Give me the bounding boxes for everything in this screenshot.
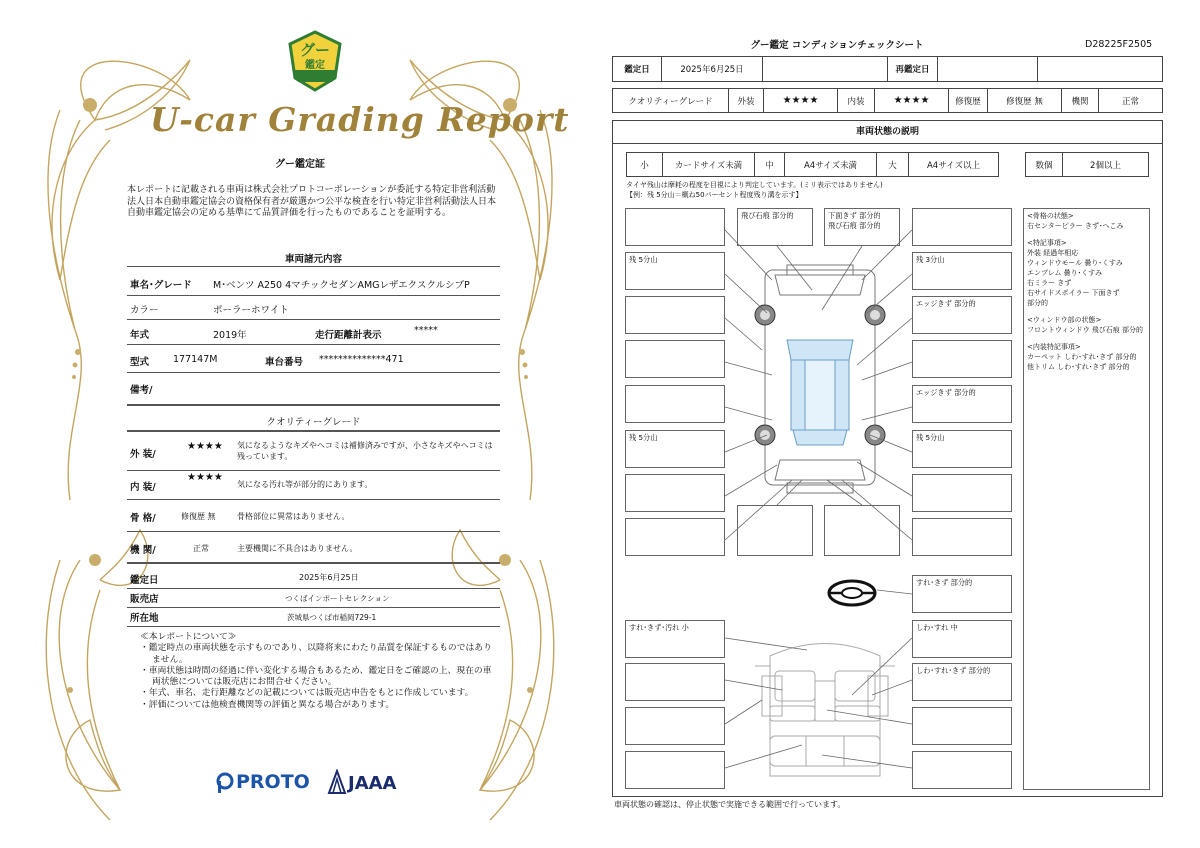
ext-box-l2: 残 5分山 bbox=[625, 252, 725, 290]
report-script-title: U-car Grading Report bbox=[150, 100, 570, 139]
section-title: 車両状態の説明 bbox=[612, 120, 1163, 144]
proto-logo-text: PROTO bbox=[236, 771, 310, 793]
exterior-stars: ★★★★ bbox=[187, 441, 223, 452]
int-stars-cell: ★★★★ bbox=[874, 88, 949, 113]
memo-line: 右センターピラー きず･へこみ bbox=[1027, 222, 1124, 230]
mileage-value: ***** bbox=[414, 325, 438, 336]
sheet-title: グー鑑定 コンディションチェックシート bbox=[750, 40, 924, 51]
ext-box-top2: 下面きず 部分的 飛び石痕 部分的 bbox=[824, 208, 900, 246]
ext-box-r3: エッジきず 部分的 bbox=[912, 296, 1012, 334]
repair-label-cell: 修復歴 bbox=[948, 88, 988, 113]
date-value-cell: 2025年6月25日 bbox=[661, 56, 763, 82]
size-large-desc: A4サイズ以上 bbox=[908, 152, 999, 177]
address-label: 所在地 bbox=[130, 613, 159, 624]
notes-title: ≪本レポートについて≫ bbox=[140, 632, 237, 642]
memo-line: <ウィンドウ部の状態> bbox=[1027, 316, 1102, 324]
date-label: 鑑定日 bbox=[130, 575, 159, 586]
int-label-cell: 内装 bbox=[837, 88, 875, 113]
frame-label: 骨 格/ bbox=[130, 513, 156, 524]
sheet-id: D28225F2505 bbox=[1085, 39, 1153, 50]
interior-leader-lines bbox=[612, 570, 1022, 795]
redate-value-cell bbox=[937, 56, 1038, 82]
ext-box-l6: 残 5分山 bbox=[625, 430, 725, 468]
shop-label: 販売店 bbox=[130, 594, 159, 605]
engine-value: 正常 bbox=[193, 544, 209, 553]
redate-label-cell: 再鑑定日 bbox=[887, 56, 938, 82]
name-label: 車名･グレード bbox=[130, 280, 192, 291]
exterior-leader-lines bbox=[612, 200, 1022, 570]
model-value: 177147M bbox=[173, 354, 218, 365]
certificate-title: グー鑑定証 bbox=[275, 159, 325, 170]
spec-section-title: 車両諸元内容 bbox=[284, 254, 342, 265]
note-item: ・鑑定時点の車両状態を示すものであり、以降将来にわたり品質を保証するものではありません。 bbox=[140, 643, 492, 665]
note-item: ・車両状態は時間の経過に伴い変化する場合もあるため、鑑定日をご確認の上、現在の車両状態については販売店にお問合せください。 bbox=[140, 665, 492, 688]
size-mid-desc: A4サイズ未満 bbox=[784, 152, 877, 177]
color-label: カラー bbox=[130, 305, 159, 316]
svg-text:グー: グー bbox=[299, 41, 331, 59]
engine-comment: 主要機関に不具合はありません。 bbox=[237, 544, 358, 553]
memo-line: ウィンドウモール 曇り･くすみ bbox=[1027, 259, 1123, 267]
interior-stars: ★★★★ bbox=[187, 472, 223, 483]
certificate-intro: 本レポートに記載される車両は株式会社プロトコーポレーションが委託する特定非営利活動法人日本自動車鑑定協会の資格保有者が厳選かつ公平な検査を行い特定非営利活動法人日本自動車鑑定協会の定める基準にて品質評価を行ったものであることを証明する。 bbox=[127, 185, 497, 218]
tire-note-2: 【例：残 5分山＝概ね50パーセント程度残り溝を示す】 bbox=[626, 191, 803, 199]
ext-stars-cell: ★★★★ bbox=[763, 88, 838, 113]
memo-text bbox=[1027, 211, 1143, 372]
int-box-steering: すれ･きず 部分的 bbox=[912, 575, 1012, 613]
year-value: 2019年 bbox=[213, 330, 247, 341]
memo-line: フロントウィンドウ 飛び石痕 部分的 bbox=[1027, 326, 1144, 334]
memo-line: 外装 経過年相応 bbox=[1027, 249, 1079, 257]
sheet-footer-note: 車両状態の確認は、停止状態で実施できる範囲で行っています。 bbox=[614, 800, 846, 809]
size-large-cell: 大 bbox=[876, 152, 909, 177]
shop-value: つくばインポートセレクション bbox=[285, 594, 390, 603]
address-value: 茨城県つくば市稲岡729-1 bbox=[287, 613, 377, 622]
memo-line: <内装特記事項> bbox=[1027, 343, 1081, 351]
date-label-cell: 鑑定日 bbox=[612, 56, 662, 82]
memo-line: <骨格の状態> bbox=[1027, 212, 1074, 220]
int-box-r1: しわ･すれ 中 bbox=[912, 620, 1012, 658]
blank-cell bbox=[762, 56, 888, 82]
exterior-label: 外 装/ bbox=[130, 449, 156, 460]
memo-line: 右ミラー きず bbox=[1027, 279, 1072, 287]
ext-label-cell: 外装 bbox=[728, 88, 764, 113]
grade-label-cell: クオリティーグレード bbox=[612, 88, 729, 113]
memo-line: エンブレム 曇り･くすみ bbox=[1027, 269, 1103, 277]
memo-line: 他トリム しわ･すれ･きず 部分的 bbox=[1027, 363, 1130, 371]
size-small-desc: カードサイズ未満 bbox=[662, 152, 755, 177]
blank-cell bbox=[1037, 56, 1163, 82]
year-label: 年式 bbox=[130, 330, 150, 341]
name-value: M･ベンツ A250 4マチックセダンAMGレザエクスクルシブP bbox=[213, 280, 470, 291]
frame-value: 修復歴 無 bbox=[181, 512, 216, 521]
chassis-value: **************471 bbox=[319, 354, 404, 365]
ext-box-r5: エッジきず 部分的 bbox=[912, 385, 1012, 423]
memo-line bbox=[1027, 231, 1143, 238]
interior-comment: 気になる汚れ等が部分的にあります。 bbox=[237, 480, 373, 489]
size-small-cell: 小 bbox=[626, 152, 663, 177]
int-box-r2: しわ･すれ･きず 部分的 bbox=[912, 663, 1012, 701]
count-label-cell: 数個 bbox=[1025, 152, 1063, 177]
jaaa-logo-text: JAAA bbox=[348, 773, 397, 794]
color-value: ポーラーホワイト bbox=[213, 305, 289, 316]
memo-line bbox=[1027, 308, 1143, 315]
interior-label: 内 装/ bbox=[130, 482, 156, 493]
remarks-label: 備考/ bbox=[130, 385, 153, 396]
ext-box-r2: 残 3分山 bbox=[912, 252, 1012, 290]
memo-line: カーペット しわ･すれ･きず 部分的 bbox=[1027, 353, 1137, 361]
note-item: ・年式、車名、走行距離などの記載については販売店申告をもとに作成しています。 bbox=[140, 688, 474, 699]
engine-label: 機 関/ bbox=[130, 545, 156, 556]
quality-section-title: クオリティーグレード bbox=[266, 417, 361, 428]
repair-value-cell: 修復歴 無 bbox=[987, 88, 1062, 113]
date-value: 2025年6月25日 bbox=[299, 573, 359, 582]
exterior-comment: 気になるようなキズやヘコミは補修済みですが、小さなキズやヘコミは残っています。 bbox=[237, 441, 493, 461]
tire-note-1: タイヤ残山は摩耗の程度を目視により判定しています。(ミリ表示ではありません) bbox=[626, 181, 883, 189]
mileage-label: 走行距離計表示 bbox=[315, 330, 382, 341]
ext-box-r6: 残 5分山 bbox=[912, 430, 1012, 468]
count-desc-cell: 2個以上 bbox=[1062, 152, 1149, 177]
engine-value-cell: 正常 bbox=[1098, 88, 1163, 113]
note-item: ・評価については他検査機関等の評価と異なる場合があります。 bbox=[140, 699, 395, 710]
svg-text:鑑定: 鑑定 bbox=[305, 60, 325, 71]
memo-line: 右サイドスポイラー 下面きず bbox=[1027, 289, 1120, 297]
int-box-l1: すれ･きず･汚れ 小 bbox=[625, 620, 725, 658]
model-label: 型式 bbox=[130, 357, 150, 368]
memo-line: 部分的 bbox=[1027, 299, 1048, 307]
chassis-label: 車台番号 bbox=[265, 357, 304, 368]
ext-box-top1: 飛び石痕 部分的 bbox=[737, 208, 813, 246]
engine-label-cell: 機関 bbox=[1061, 88, 1099, 113]
size-mid-cell: 中 bbox=[754, 152, 785, 177]
memo-line bbox=[1027, 335, 1143, 342]
frame-comment: 骨格部位に異常はありません。 bbox=[237, 512, 350, 521]
memo-line: <特記事項> bbox=[1027, 239, 1067, 247]
